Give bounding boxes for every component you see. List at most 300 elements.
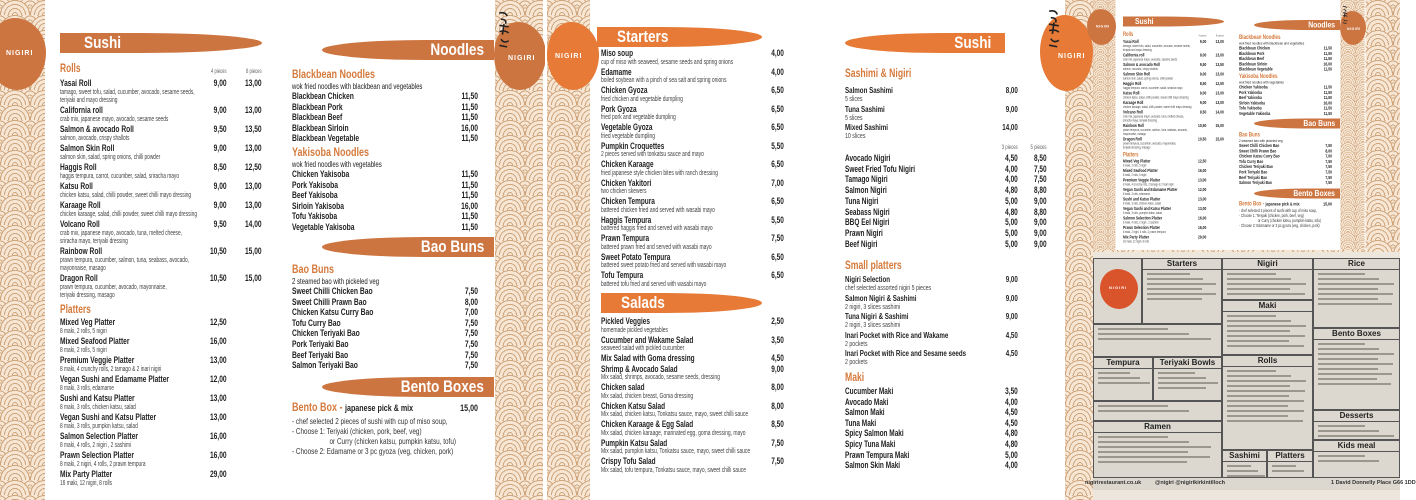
- item-price: 4,00: [771, 66, 784, 77]
- item-price: 9,00: [1199, 39, 1207, 45]
- item-name: Premium Veggie Platter: [1123, 177, 1161, 183]
- menu-item: [292, 318, 478, 329]
- item-name: Tamago Nigiri: [845, 174, 888, 185]
- menu-item: [601, 178, 784, 197]
- menu-item: [845, 85, 1047, 104]
- item-price: 10,50: [1197, 123, 1207, 129]
- menu-item-list: [1123, 159, 1224, 245]
- board-item-text: [1098, 441, 1189, 443]
- board-section: [1093, 357, 1153, 401]
- item-description: salmon, avocado, crispy shallots: [60, 135, 130, 142]
- board-item-text: [1318, 303, 1392, 305]
- item-name: Vegan Sushi and Edamame Platter: [1123, 187, 1178, 193]
- board-section-title: Rice: [1314, 259, 1399, 270]
- item-name: Chicken Yakitori: [601, 177, 652, 188]
- item-description: tamago, sweet tofu, salad, cucumber, avocado, sesame seeds,: [1123, 44, 1191, 48]
- section-subtitle: wok fried noodles with vegetables: [292, 159, 382, 169]
- menu-item-row: [601, 196, 784, 207]
- item-description: seaweed salad with pickled cucumber: [601, 345, 685, 352]
- calligraphy-logo-icon: [496, 10, 512, 50]
- price: 15,00: [460, 403, 478, 414]
- item-description: 8 maki, 3 rolls, chicken katsu, salad: [1123, 202, 1161, 206]
- board-section: [1153, 357, 1222, 401]
- menu-item: [1123, 81, 1224, 91]
- item-name: Mixed Sashimi: [845, 122, 888, 132]
- menu-item-row: [845, 348, 1047, 358]
- item-description: fried chicken and vegetable dumpling: [601, 95, 683, 103]
- board-section: [1222, 355, 1313, 450]
- thumbnail-area: [1093, 0, 1400, 252]
- board-item-text: [1318, 373, 1392, 375]
- item-price: 7,50: [1325, 169, 1332, 175]
- item-price: 7,00: [464, 307, 478, 318]
- menu-board-thumbnail[interactable]: [1085, 258, 1416, 490]
- board-item-text: [1318, 383, 1391, 385]
- menu-item: [60, 336, 262, 355]
- item-price: 13,50: [244, 124, 262, 135]
- board-item-text: [1318, 358, 1378, 360]
- menu-item-row: [292, 112, 478, 123]
- item-description: 8 maki, 2 rolls, 5 nigiri: [1123, 164, 1147, 168]
- menu-item-row: [845, 185, 1047, 196]
- board-section: [1313, 440, 1400, 478]
- item-name: Prawn Nigiri: [845, 227, 883, 238]
- menu-item: [845, 104, 1047, 123]
- board-item-text: [1318, 368, 1378, 370]
- item-price: 9,00: [213, 181, 227, 192]
- item-name: Avocado Nigiri: [845, 153, 891, 163]
- item-name: Beef Yakisoba: [292, 190, 338, 201]
- menu-item-row: [845, 217, 1047, 228]
- menu-item-list: [292, 91, 478, 144]
- item-price: 9,50: [213, 124, 227, 135]
- menu-item-row: [601, 382, 784, 393]
- item-price: 11,50: [1323, 84, 1332, 90]
- item-description: 16 maki, 12 nigiri, 8 rolls: [60, 480, 113, 487]
- section-subtitle: wok fried noodles with blackbean and vegetables: [1239, 40, 1305, 46]
- board-item-text: [1318, 430, 1379, 432]
- section-title-yakisoba: Yakisoba Noodles: [1239, 72, 1278, 80]
- item-price: 7,50: [464, 286, 478, 296]
- item-name: Pickled Veggies: [601, 316, 650, 326]
- thumbnail-spread-copy: [1093, 0, 1366, 250]
- item-name: Mixed Seafood Platter: [60, 336, 130, 347]
- board-item-text: [1318, 425, 1365, 427]
- item-price: 16,00: [1197, 215, 1207, 221]
- item-description: chef selected assorted nigiri 5 pieces: [845, 283, 932, 292]
- board-footer-address: 1 David Donnelly Place G66 1DD: [1331, 480, 1416, 486]
- menu-item-row: [292, 360, 478, 371]
- item-price: 15,00: [244, 246, 262, 257]
- item-price: 6,50: [771, 270, 784, 280]
- item-price: 16,00: [1323, 100, 1332, 106]
- menu-item-row: [845, 239, 1047, 250]
- item-description: 8 maki, 2 nigiri, 4 rolls, 2 prawn tempura: [1123, 230, 1166, 234]
- item-name: Salmon Selection Platter: [1123, 215, 1162, 221]
- section-subtitle: wok fried noodles with blackbean and vegetables: [292, 81, 423, 91]
- item-name: Pumpkin Croquettes: [601, 140, 665, 151]
- board-section-title: Starters: [1143, 259, 1221, 270]
- menu-item: [601, 456, 784, 475]
- item-description: 2 pockets: [845, 338, 868, 348]
- menu-item-row: [601, 270, 784, 281]
- board-item-text: [1227, 415, 1288, 417]
- item-name: Chicken salad: [601, 382, 645, 392]
- item-price: 7,00: [1325, 153, 1332, 159]
- menu-item-row: [845, 450, 1047, 461]
- item-price: 6,50: [771, 159, 784, 169]
- item-price: 7,50: [771, 437, 784, 448]
- item-description: 8 maki, 4 crunchy rolls, 2 tamago & 2 inari nigiri: [1123, 183, 1174, 187]
- menu-item: [292, 297, 478, 308]
- menu-item-row: [292, 123, 478, 134]
- item-name: Sushi and Katsu Platter: [60, 393, 135, 404]
- item-description: salmon skin, salad, spring onions, chilli powder: [1123, 77, 1174, 81]
- item-price: 12,00: [209, 374, 227, 385]
- menu-item: [845, 239, 1047, 250]
- item-name: Vegan Sushi and Katsu Platter: [1123, 206, 1172, 212]
- item-price: 9,00: [1033, 238, 1047, 249]
- item-description: teriyaki dressing, masago: [1123, 146, 1151, 150]
- menu-item: [845, 164, 1047, 175]
- menu-item: [60, 273, 262, 300]
- item-price: 4,80: [1005, 185, 1018, 196]
- board-section-title: Platters: [1268, 451, 1312, 462]
- menu-item: [60, 374, 262, 393]
- board-item-text: [1318, 455, 1365, 457]
- item-description: 10 slices: [845, 131, 866, 140]
- item-price: 10,50: [209, 273, 227, 284]
- item-name: Blackbean Chicken: [1239, 45, 1270, 51]
- item-price: 16,00: [209, 450, 227, 461]
- item-price: 5,00: [1005, 217, 1018, 228]
- menu-item: [1123, 100, 1224, 110]
- item-price: 7,50: [464, 338, 478, 349]
- board-item-text: [1098, 446, 1211, 448]
- item-price: 5,00: [1005, 238, 1018, 249]
- section-subtitle: wok fried noodles with vegetables: [1239, 79, 1284, 85]
- menu-item-row: [601, 438, 784, 449]
- item-description: battered chicken fried and served with wasabi mayo: [601, 206, 715, 214]
- item-description: sriracha mayo, teriyaki dressing: [60, 238, 128, 245]
- item-description: 8 maki, 3 rolls, edamame: [1123, 192, 1150, 196]
- menu-item: [601, 353, 784, 364]
- item-name: Pork Teriyaki Bao: [292, 338, 349, 349]
- menu-item: [1123, 53, 1224, 63]
- item-price: 8,00: [771, 382, 784, 392]
- piece-count-labels: 4 pieces 8 pieces: [1198, 34, 1224, 38]
- item-price: 15,00: [1215, 136, 1224, 142]
- item-name: Prawn Selection Platter: [1123, 225, 1160, 231]
- item-price: 4,00: [1005, 460, 1018, 471]
- item-price: 3,50: [771, 334, 784, 345]
- item-name: Sweet Chilli Chicken Bao: [1239, 143, 1280, 148]
- item-price: 8,50: [1033, 153, 1047, 163]
- board-section: [1313, 258, 1400, 328]
- menu-item: [845, 293, 1047, 312]
- menu-item-row: [601, 215, 784, 226]
- menu-item-row: [601, 178, 784, 189]
- menu-item: [1123, 91, 1224, 101]
- board-item-text: [1318, 435, 1394, 437]
- item-price: 11,50: [461, 211, 478, 222]
- menu-item-row: [292, 307, 478, 318]
- item-name: Blackbean Vegetable: [1239, 66, 1273, 72]
- board-item-text: [1227, 345, 1304, 347]
- item-price: 9,00: [213, 78, 227, 89]
- item-description: 8 maki, 3 rolls, pumpkin katsu, salad: [1123, 211, 1162, 215]
- thumbnail-spread[interactable]: [1093, 0, 1366, 250]
- item-name: Rainbow Roll: [1123, 123, 1145, 129]
- item-price: 11,50: [461, 112, 478, 123]
- board-item-text: [1318, 278, 1379, 280]
- item-description: chicken karaage, salad, chilli powder, sweet chilli mayo dressing: [60, 211, 198, 218]
- item-name: Vegan Sushi and Katsu Platter: [60, 412, 157, 423]
- section-title-blackbean: Blackbean Noodles: [292, 67, 376, 81]
- item-name: Salmon & avocado Roll: [1123, 62, 1160, 68]
- item-price: 13,00: [1197, 206, 1207, 212]
- board-item-text: [1318, 298, 1378, 300]
- item-name: Vegetable Yakisoba: [292, 221, 355, 232]
- item-price: 4,80: [1005, 438, 1018, 449]
- item-description: 16 maki, 12 nigiri, 8 rolls: [1123, 240, 1150, 244]
- menu-item-row: [845, 85, 1047, 95]
- board-item-text: [1227, 465, 1251, 467]
- board-item-text: [1147, 288, 1202, 290]
- item-description: 8 maki, 3 rolls, edamame: [60, 385, 114, 392]
- menu-item-row: [60, 78, 262, 89]
- menu-item-row: [601, 141, 784, 152]
- menu-item: [601, 364, 784, 383]
- calligraphy-logo-icon: [1045, 8, 1063, 50]
- menu-item: [845, 228, 1047, 239]
- item-description: chicken katsu, salad, chilli powder, sweet chilli mayo dressing: [1123, 96, 1189, 100]
- menu-item-row: [601, 364, 784, 375]
- board-item-text: [1227, 385, 1290, 387]
- brand-name: NIGIRI: [1058, 53, 1086, 60]
- item-name: Sweet Chilli Prawn Bao: [292, 296, 367, 307]
- item-name: Sirloin Yakisoba: [292, 200, 345, 211]
- menu-item-row: [60, 246, 262, 257]
- menu-item: [601, 141, 784, 160]
- menu-item-list: [601, 316, 784, 475]
- section-title-sashimi-nigiri: Sashimi & Nigiri: [845, 66, 912, 80]
- board-footer-social[interactable]: @nigiri @nigirikirkintilloch: [1155, 480, 1226, 486]
- item-description: salmon skin, salad, spring onions, chilli powder: [60, 154, 161, 161]
- menu-item-list: [292, 286, 478, 371]
- menu-item-row: [845, 386, 1047, 397]
- item-price: 16,00: [209, 431, 227, 442]
- menu-item: [60, 105, 262, 124]
- item-name: Tofu Yakisoba: [292, 211, 338, 222]
- item-price: 13,00: [1215, 100, 1224, 106]
- brand-name: NIGIRI: [1096, 25, 1110, 29]
- board-footer-website[interactable]: nigirirestaurant.co.uk: [1085, 480, 1142, 486]
- menu-item-row: [601, 104, 784, 115]
- menu-item: [601, 316, 784, 335]
- item-price: 4,50: [771, 353, 784, 363]
- item-price: 6,50: [771, 196, 784, 206]
- item-name: Salmon Teriyaki Bao: [1239, 180, 1272, 186]
- board-item-text: [1318, 460, 1379, 462]
- board-section-title: Desserts: [1314, 411, 1399, 422]
- item-name: Beef Teriyaki Bao: [1239, 174, 1268, 180]
- item-name: Sweet Potato Tempura: [601, 251, 671, 262]
- menu-item: [292, 328, 478, 339]
- item-price: 14,00: [244, 219, 262, 230]
- menu-item-row: [601, 233, 784, 244]
- item-name: Inari Pocket with Rice and Sesame seeds: [845, 348, 967, 358]
- menu-item-row: [601, 252, 784, 263]
- item-name: California roll: [1123, 52, 1145, 58]
- menu-item: [292, 360, 478, 371]
- item-price: 6,50: [771, 122, 784, 132]
- board-item-text: [1227, 470, 1258, 472]
- section-title-blackbean: Blackbean Noodles: [1239, 33, 1281, 41]
- item-description: sriracha mayo, teriyaki dressing: [1123, 119, 1157, 123]
- board-item-text: [1227, 410, 1304, 412]
- item-name: Vegetable Gyoza: [601, 122, 653, 132]
- item-name: Tofu Yakisoba: [1239, 105, 1262, 111]
- item-name: Sirloin Yakisoba: [1239, 100, 1266, 106]
- item-price: 7,50: [1033, 163, 1047, 174]
- item-name: Blackbean Chicken: [292, 91, 354, 101]
- menu-item-row: [60, 273, 262, 284]
- menu-item: [1123, 225, 1224, 235]
- item-price: 9,00: [1033, 195, 1047, 206]
- item-name: Blackbean Pork: [1239, 50, 1265, 56]
- item-name: Salmon Skin Roll: [1123, 71, 1151, 77]
- item-description: 8 maki, 2 rolls, 5 nigiri: [1123, 173, 1147, 177]
- item-description: battered prawn fried and served with wasabi mayo: [601, 243, 712, 251]
- board-item-text: [1098, 372, 1130, 374]
- item-description: battered sweet potato fried and served with wasabi mayo: [601, 262, 727, 269]
- menu-item-row: [60, 450, 262, 461]
- board-item-text: [1227, 340, 1289, 342]
- menu-item: [1123, 197, 1224, 207]
- item-price: 13,00: [1215, 39, 1224, 45]
- item-name: Cucumber Maki: [845, 386, 894, 396]
- item-price: 11,50: [1323, 50, 1332, 56]
- item-price: 8,50: [1199, 81, 1207, 87]
- menu-item: [845, 122, 1047, 141]
- menu-item: [292, 339, 478, 350]
- board-item-text: [1272, 465, 1296, 467]
- item-name: Chicken Karaage & Egg Salad: [601, 419, 694, 429]
- menu-item: [60, 124, 262, 143]
- menu-item: [292, 169, 478, 180]
- board-section-title: Teriyaki Bowls: [1154, 358, 1221, 369]
- menu-item: [60, 219, 262, 246]
- menu-item: [1123, 137, 1224, 151]
- menu-item: [292, 190, 478, 201]
- menu-item-row: [845, 460, 1047, 471]
- menu-item: [845, 439, 1047, 450]
- item-price: 4,50: [1005, 329, 1018, 340]
- noodles-content: [1239, 0, 1332, 250]
- board-section-title: Rolls: [1223, 356, 1312, 367]
- item-name: Shrimp & Avocado Salad: [601, 363, 678, 374]
- board-section-title: Kids meal: [1314, 441, 1399, 452]
- item-price: 6,50: [771, 251, 784, 262]
- menu-item-row: [1239, 111, 1332, 116]
- menu-item-row: [845, 439, 1047, 450]
- item-price: 15,00: [244, 273, 262, 284]
- item-name: Dragon Roll: [1123, 136, 1142, 142]
- item-name: Sushi and Katsu Platter: [1123, 196, 1161, 202]
- item-price: 9,50: [1199, 62, 1207, 68]
- brand-blob: [1100, 269, 1138, 309]
- menu-item: [1123, 123, 1224, 137]
- menu-item: [292, 307, 478, 318]
- menu-item-row: [60, 162, 262, 173]
- menu-item: [60, 431, 262, 450]
- menu-item-row: [845, 104, 1047, 114]
- item-name: Avocado Maki: [845, 396, 889, 407]
- item-price: 11,50: [1323, 56, 1332, 62]
- item-price: 8,00: [464, 296, 478, 307]
- menu-item-row: [60, 469, 262, 480]
- menu-item-row: [292, 339, 478, 350]
- item-price: 6,50: [771, 103, 784, 114]
- menu-item-list: [845, 153, 1047, 249]
- item-name: Spicy Salmon Maki: [845, 428, 904, 439]
- item-price: 11,50: [1323, 95, 1332, 101]
- menu-item: [60, 181, 262, 200]
- board-item-text: [1227, 330, 1290, 332]
- board-item-text: [1158, 387, 1206, 389]
- item-name: Blackbean Sirloin: [1239, 61, 1268, 67]
- board-item-text: [1158, 382, 1218, 384]
- item-price: 9,00: [213, 105, 227, 116]
- item-price: 13,50: [1215, 62, 1224, 68]
- item-description: 5 slices: [845, 112, 863, 122]
- item-name: Mix Party Platter: [60, 469, 113, 480]
- item-price: 9,00: [1199, 52, 1207, 58]
- item-name: Tofu Curry Bao: [1239, 158, 1264, 164]
- item-price: 4,80: [1005, 206, 1018, 217]
- board-item-text: [1098, 436, 1168, 438]
- item-description: 2 pieces served with tonkatsu sauce and mayo: [601, 151, 704, 158]
- menu-item: [60, 450, 262, 469]
- item-price: 7,50: [771, 456, 784, 466]
- menu-item: [845, 418, 1047, 429]
- menu-item: [601, 233, 784, 252]
- item-price: 29,00: [1197, 234, 1207, 240]
- item-name: Katsu Roll: [60, 181, 93, 192]
- item-name: Salmon Sashimi: [845, 85, 893, 95]
- item-name: Blackbean Vegetable: [292, 133, 360, 144]
- board-item-text: [1227, 390, 1305, 392]
- item-price: 9,00: [771, 363, 784, 374]
- menu-item-row: [60, 181, 262, 192]
- item-name: Salmon & avocado Roll: [60, 124, 134, 135]
- menu-item: [601, 419, 784, 438]
- item-price: 14,00: [1215, 109, 1224, 115]
- menu-item-row: [60, 124, 262, 135]
- item-price: 9,00: [213, 143, 227, 154]
- menu-item: [601, 215, 784, 234]
- menu-item-list: [1239, 143, 1332, 185]
- item-name: Tuna Nigiri: [845, 195, 879, 206]
- board-section: [1142, 258, 1222, 324]
- item-price: 4,00: [1005, 396, 1018, 407]
- item-price: 8,00: [771, 400, 784, 411]
- menu-item: [845, 196, 1047, 207]
- menu-item: [601, 382, 784, 401]
- item-price: 9,00: [1005, 292, 1018, 303]
- section-header-sushi: Sushi: [1123, 17, 1224, 27]
